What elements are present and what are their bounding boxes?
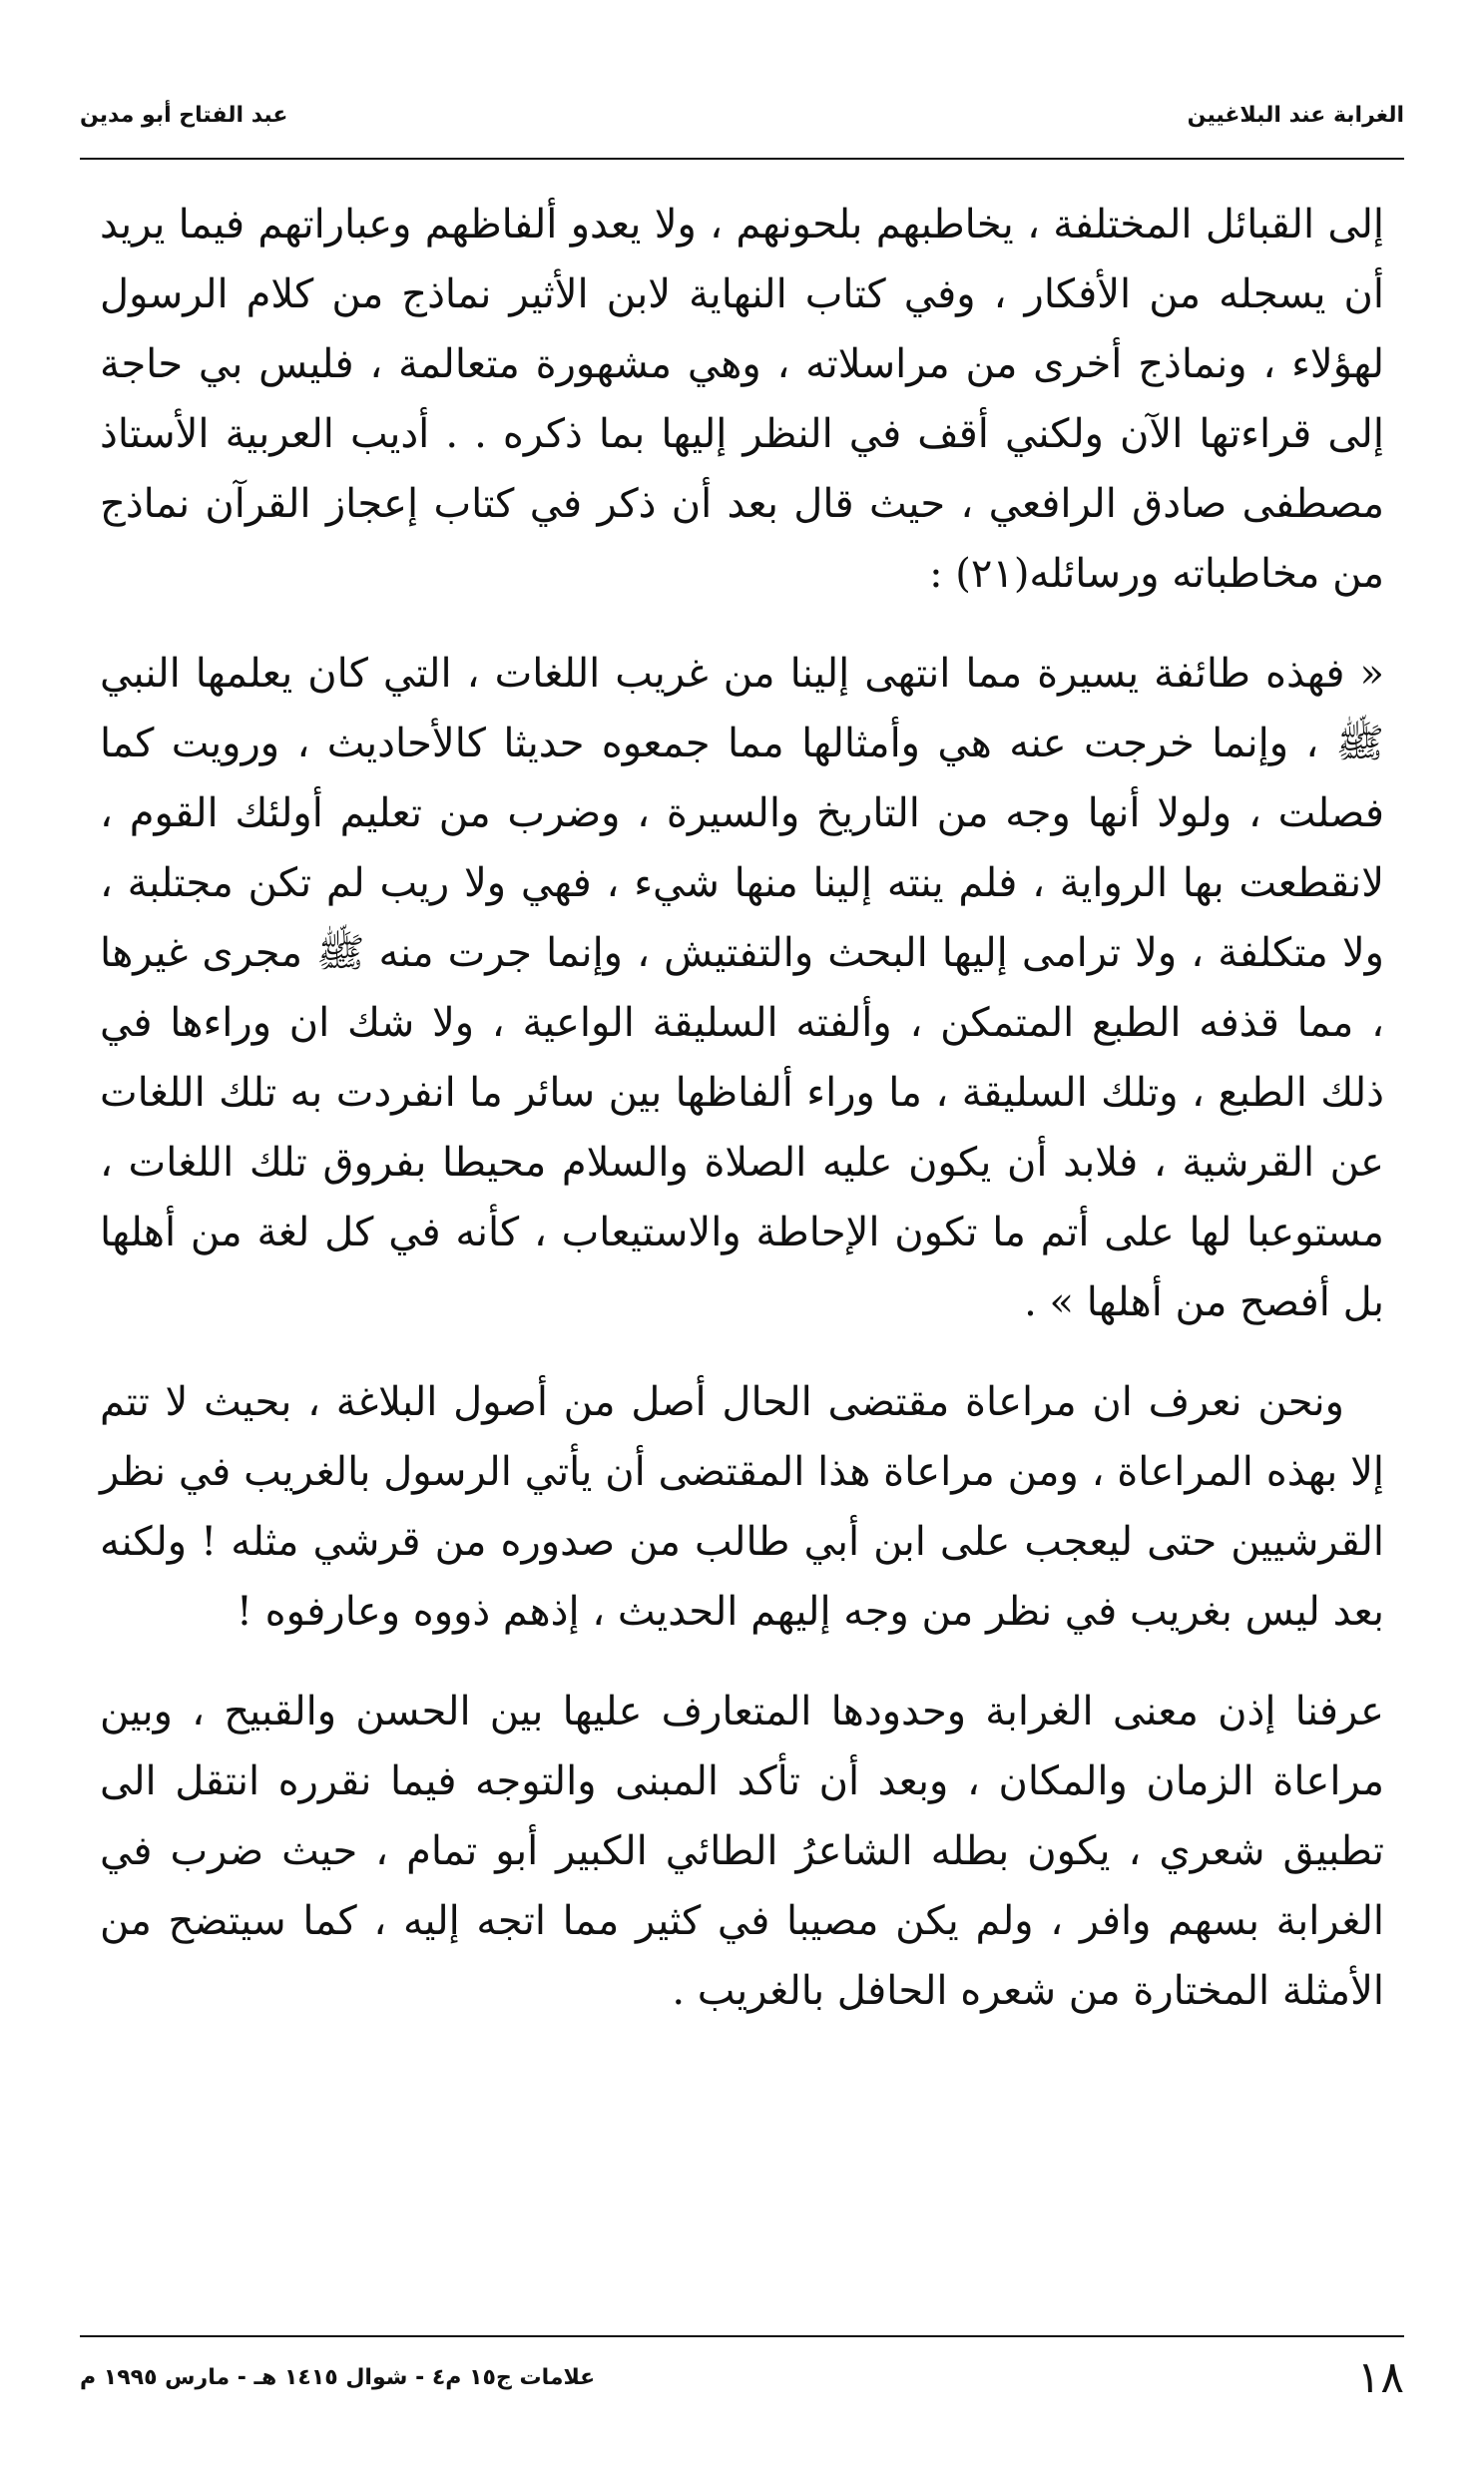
issue-info: علامات ج١٥ م٤ - شوال ١٤١٥ هـ - مارس ١٩٩٥ م (80, 2364, 596, 2390)
footer-divider (80, 2335, 1404, 2337)
paragraph: ونحن نعرف ان مراعاة مقتضى الحال أصل من أصول البلاغة ، بحيث لا تتم إلا بهذه المراعاة ، ومن مراعاة هذا المقتضى أن يأتي الرسول بالغريب في نظر القرشيين حتى ليعجب على ابن أبي طالب من صدوره من قرشي مثله ! ولكنه بعد ليس بغريب في نظر من وجه إليهم الحديث ، إذهم ذووه وعارفوه ! (100, 1379, 1384, 1635)
paragraph: عرفنا إذن معنى الغرابة وحدودها المتعارف عليها بين الحسن والقبيح ، وبين مراعاة الزمان والمكان ، وبعد أن تأكد المبنى والتوجه فيما نقرره انتقل الى تطبيق شعري ، يكون بطله الشاعرُ الطائي الكبير أبو تمام ، حيث ضرب في الغرابة بسهم وافر ، ولم يكن مصيبا في كثير مما اتجه إليه ، كما سيتضح من الأمثلة المختارة من شعره الحافل بالغريب . (100, 1689, 1384, 2014)
quotation-paragraph: « فهذه طائفة يسيرة مما انتهى إلينا من غريب اللغات ، التي كان يعلمها النبي ﷺ ، وإنما خرجت عنه هي وأمثالها مما جمعوه حديثا كالأحاديث ، ورويت كما فصلت ، ولولا أنها وجه من التاريخ والسيرة ، وضرب من تعليم أولئك القوم ، لانقطعت بها الرواية ، فلم ينته إلينا منها شيء ، فهي ولا ريب لم تكن مجتلبة ، ولا متكلفة ، ولا ترامى إليها البحث والتفتيش ، وإنما جرت منه ﷺ مجرى غيرها ، مما قذفه الطبع المتمكن ، وألفته السليقة الواعية ، ولا شك ان وراءها في ذلك الطبع ، وتلك السليقة ، ما وراء ألفاظها بين سائر ما انفردت به تلك اللغات عن القرشية ، فلابد أن يكون عليه الصلاة والسلام محيطا بفروق تلك اللغات ، مستوعبا لها على أتم ما تكون الإحاطة والاستيعاب ، كأنه في كل لغة من أهلها بل أفصح من أهلها » . (100, 651, 1384, 1325)
paragraph: إلى القبائل المختلفة ، يخاطبهم بلحونهم ، ولا يعدو ألفاظهم وعباراتهم فيما يريد أن يسجله من الأفكار ، وفي كتاب النهاية لابن الأثير نماذج من كلام الرسول لهؤلاء ، ونماذج أخرى من مراسلاته ، وهي مشهورة متعالمة ، فليس بي حاجة إلى قراءتها الآن ولكني أقف في النظر إليها بما ذكره . . أديب العربية الأستاذ مصطفى صادق الرافعي ، حيث قال بعد أن ذكر في كتاب إعجاز القرآن نماذج من مخاطباته ورسائله(٢١) : (100, 202, 1384, 597)
page-number: ١٨ (1356, 2351, 1404, 2403)
running-header (80, 95, 1404, 135)
running-footer (80, 2347, 1404, 2407)
header-author: عبد الفتاح أبو مدين (80, 102, 288, 128)
body-text (100, 190, 1384, 2026)
header-book-title: الغرابة عند البلاغيين (1187, 102, 1404, 128)
header-divider (80, 158, 1404, 160)
